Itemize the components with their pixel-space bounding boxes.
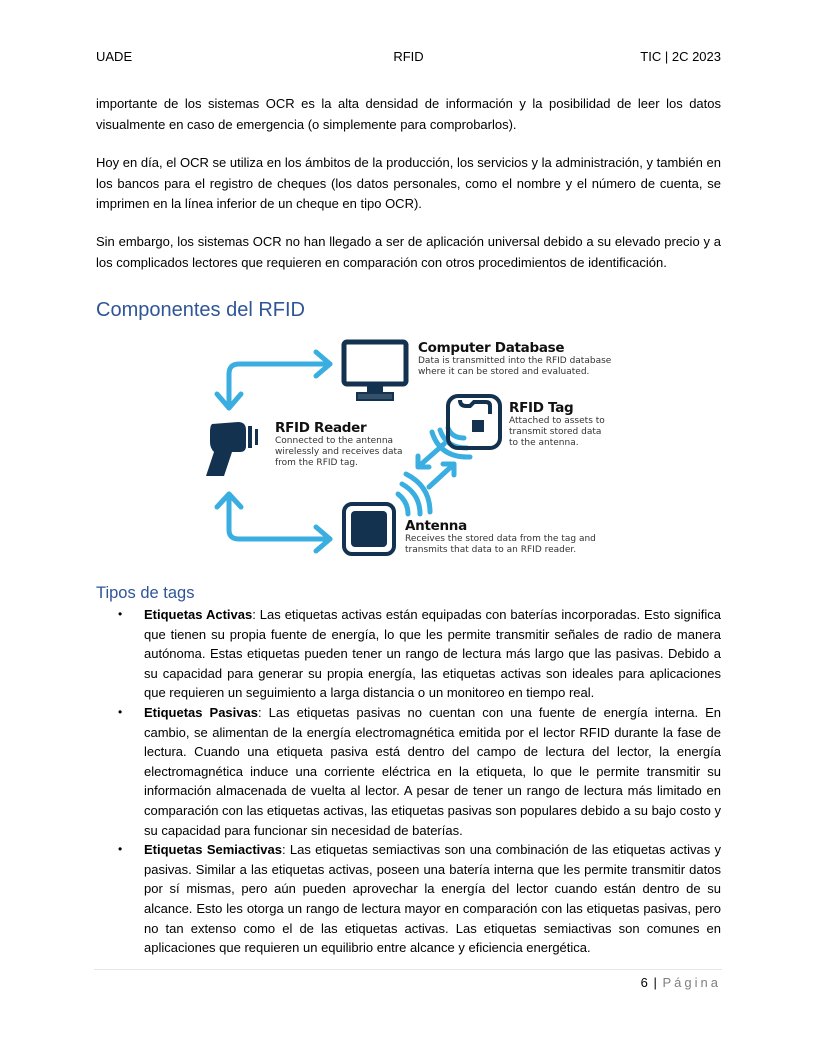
desc-passive: : Las etiquetas pasivas no cuentan con una fuente de energía interna. En cambio, se alimentan de la energía electromagnética emitida por el lector RFID durante la fase de lectura. Cuando una etiqueta pasiva está dentro del campo de lectura del lector, la energía electromagnética induce una corriente eléctrica en la etiqueta, lo que le permite transmitir su información almacenada de vuelta al lector. A pesar de tener un rango de lectura más limitado en comparación con las etiquetas activas, las etiquetas pasivas son populares debido a su bajo costo y su capacidad para funcionar sin necesidad de baterías.	[144, 704, 721, 838]
rfid-components-diagram	[196, 334, 636, 574]
arrow-reader-to-database	[229, 364, 330, 408]
tag-types-list	[96, 605, 721, 958]
label-rfid-reader: RFID Reader Connected to the antenna wirelessly and receives data from the RFID tag.	[275, 420, 403, 468]
term-active: Etiquetas Activas	[144, 607, 253, 622]
paragraph-ocr-limits: Sin embargo, los sistemas OCR no han llegado a ser de aplicación universal debido a su elevado precio y a los complicados lectores que requieren en comparación con otros procedimientos de identificación.	[96, 234, 721, 270]
paragraph-ocr-uses: Hoy en día, el OCR se utiliza en los ámbitos de la producción, los servicios y la administración, y también en los bancos para el registro de cheques (los datos personales, como el nombre y el número de cuenta, se imprimen en la línea inferior de un cheque en tipo OCR).	[96, 155, 721, 211]
paragraph-ocr-density: importante de los sistemas OCR es la alta densidad de información y la posibilidad de leer los datos visualmente en caso de emergencia (o simplemente para comprobarlos).	[96, 96, 721, 132]
page-footer	[641, 975, 721, 990]
subsection-heading: Tipos de tags	[96, 584, 195, 602]
page-number: 6	[640, 975, 648, 990]
term-semiactive: Etiquetas Semiactivas	[144, 842, 282, 858]
rfid-tag-icon	[448, 396, 500, 448]
antenna-icon	[344, 504, 394, 554]
header-right: TIC | 2C 2023	[640, 49, 721, 64]
label-antenna: Antenna Receives the stored data from the tag and transmits that data to an RFID reader.	[405, 518, 596, 555]
desc-semiactive: : Las etiquetas semiactivas son una combinación de las etiquetas activas y pasivas. Similar a las etiquetas activas, poseen una batería interna que les permite transmitir datos por sí mismas, pero aún pueden aprovechar la energía del lector cuando están dentro de su alcance. Esto les otorga un rango de lectura mayor en comparación con las etiquetas pasivas, pero no tan extenso como el de las etiquetas activas. Las etiquetas semiactivas son comunes en aplicaciones que requieren un equilibrio entre alcance y eficiencia energética.	[144, 842, 721, 956]
bullet-icon: •	[118, 842, 123, 857]
page-header	[96, 49, 721, 67]
rfid-reader-icon	[206, 422, 258, 476]
list-item-passive-tags	[96, 703, 721, 840]
bullet-icon: •	[118, 607, 123, 621]
header-left: UADE	[96, 49, 133, 64]
page-word: Página	[662, 975, 721, 990]
label-computer-database: Computer Database Data is transmitted into the RFID database where it can be stored and evaluated.	[418, 340, 612, 377]
bullet-icon: •	[118, 704, 123, 719]
arrow-reader-to-antenna	[229, 494, 330, 539]
footer-separator: |	[653, 975, 657, 990]
footer-divider	[94, 969, 722, 970]
computer-icon	[344, 342, 406, 401]
header-center: RFID	[393, 49, 424, 64]
term-passive: Etiquetas Pasivas	[144, 704, 258, 720]
list-item-semiactive-tags	[96, 840, 721, 958]
label-rfid-tag: RFID Tag Attached to assets to transmit stored data to the antenna.	[509, 400, 605, 448]
section-heading: Componentes del RFID	[96, 299, 305, 321]
list-item-active-tags	[96, 605, 721, 703]
desc-active: : Las etiquetas activas están equipadas con baterías incorporadas. Esto significa que tienen su propia fuente de energía, lo que les permite transmitir señales de radio de manera autónoma. Estas etiquetas pueden tener un rango de lectura más largo que las pasivas. Debido a su capacidad para generar su propia energía, las etiquetas activas son ideales para aplicaciones que requieren un seguimiento a larga distancia o un monitoreo en tiempo real.	[144, 607, 721, 701]
